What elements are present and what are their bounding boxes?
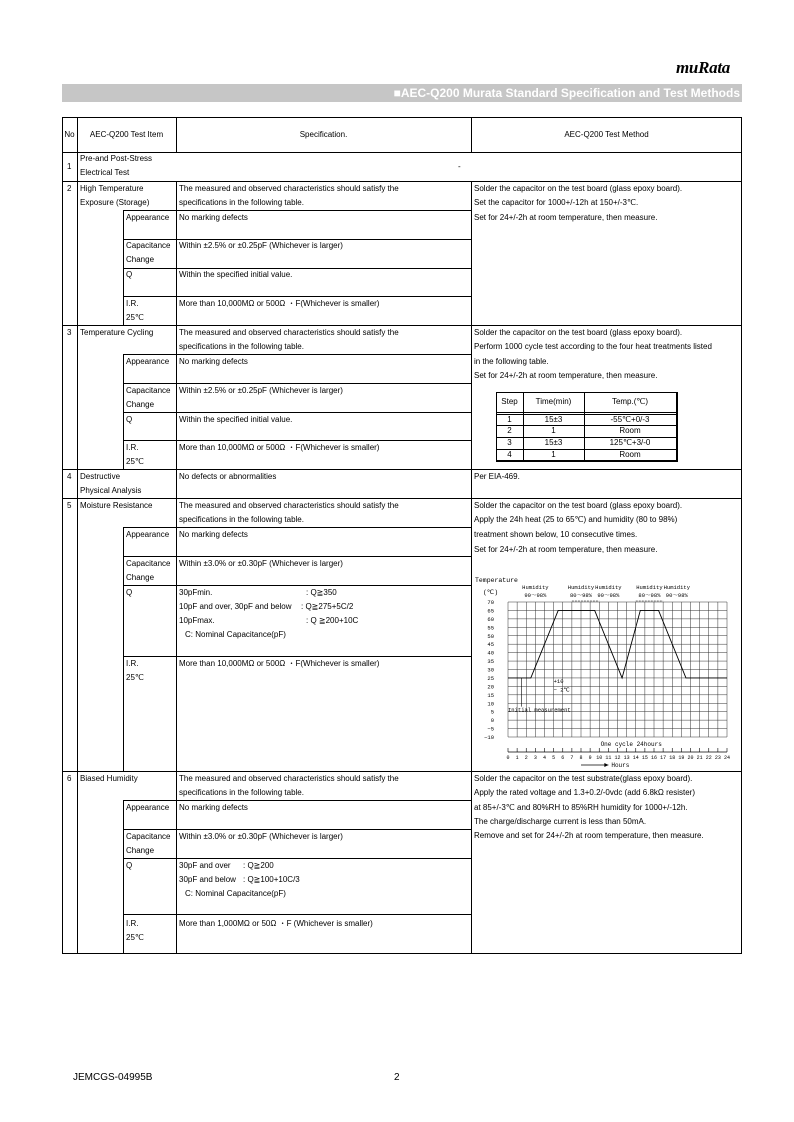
y-tick-label: 40 [487,649,494,657]
row3-cap-label1: Capacitance [126,386,171,395]
x-tick-label: 5 [552,755,556,761]
row5-q3a: 10pFmax. [179,616,215,625]
x-tick-label: 12 [614,755,621,761]
y-tick-label: 35 [487,658,494,666]
humidity-range: 80〜98% [569,592,593,599]
row2-intro-line2: specifications in the following table. [179,198,304,207]
row5-cap-label2: Change [126,573,155,582]
humidity-label: Humidity [595,584,622,591]
chart-title: Temperature [475,577,518,584]
y-tick-label: 30 [487,666,494,674]
step-row1-step: 1 [507,415,512,424]
row5-cap-label1: Capacitance [126,559,171,568]
row5-ir-label1: I.R. [126,659,139,668]
x-tick-label: 1 [515,755,519,761]
row5-ir: More than 10,000MΩ or 500Ω ・F(Whichever is smaller) [179,659,380,668]
x-tick-label: 10 [596,755,603,761]
row6-cap-label1: Capacitance [126,832,171,841]
y-tick-label: 65 [487,607,494,615]
y-tick-label: 25 [487,674,494,682]
x-tick-label: 7 [570,755,574,761]
row6-q2b: : Q≧100+10C/3 [243,875,300,884]
humidity-cycle-chart [472,570,741,771]
row3-intro-line1: The measured and observed characteristics should satisfy the [179,328,399,337]
step-row3-temp: 125℃+3/-0 [609,438,651,447]
row6-method5: Remove and set for 24+/-2h at room temperature, then measure. [474,831,704,840]
y-tick-label: 45 [487,641,494,649]
step-row2-step: 2 [507,426,512,435]
header-no: No [64,130,75,139]
y-tick-label: 15 [487,691,494,699]
row6-method4: The charge/discharge current is less than 50mA. [474,817,647,826]
row5-intro-line1: The measured and observed characteristics should satisfy the [179,501,399,510]
row4-method: Per EIA-469. [474,472,520,481]
x-tick-label: 18 [669,755,676,761]
row5-appearance: No marking defects [179,530,248,539]
chart-y-ticks [484,599,494,741]
step-row2-temp: Room [619,426,641,435]
row6-method1: Solder the capacitor on the test substrate(glass epoxy board). [474,774,693,783]
y-tick-label: 0 [490,717,494,725]
row5-item-line1: Moisture Resistance [80,501,153,510]
row3-ir-label1: I.R. [126,443,139,452]
row2-item-line2: Exposure (Storage) [80,198,150,207]
row5-intro-line2: specifications in the following table. [179,515,304,524]
x-tick-label: 2 [524,755,528,761]
row5-q2a: 10pF and over, 30pF and below [179,602,292,611]
humidity-range: 80〜98% [638,592,661,599]
x-tick-label: 14 [632,755,639,761]
y-tick-label: 5 [490,708,494,716]
row5-q1a: 30pFmin. [179,588,213,597]
row2-ir-label1: I.R. [126,299,139,308]
x-tick-label: 15 [641,755,648,761]
x-caption: One cycle 24hours [600,741,662,748]
row5-q2b: : Q≧275+5C/2 [301,602,354,611]
page-number: 2 [394,1072,400,1083]
row1-spec: - [458,162,461,171]
x-tick-label: 9 [588,755,592,761]
row6-q1b: : Q≧200 [243,861,274,870]
x-label: Hours [611,762,630,769]
row3-ir: More than 10,000MΩ or 500Ω ・F(Whichever is smaller) [179,443,380,452]
row2-appearance-label: Appearance [126,213,170,222]
step-row3-time: 15±3 [544,438,563,447]
x-tick-label: 16 [650,755,658,761]
row3-ir-label2: 25℃ [126,457,144,466]
chart-grid [508,602,727,737]
initial-measurement: Initial measurement [508,706,571,714]
row5-q4: C: Nominal Capacitance(pF) [185,630,286,639]
row5-q3b: : Q ≧200+10C [306,616,359,625]
document-code: JEMCGS-04995B [73,1072,153,1083]
row1-item-line1: Pre-and Post-Stress [80,154,153,163]
row4-spec: No defects or abnormalities [179,472,277,481]
header-specification: Specification. [299,130,348,139]
row2-appearance: No marking defects [179,213,248,222]
row6-q3: C: Nominal Capacitance(pF) [185,889,286,898]
row2-cap-label2: Change [126,255,155,264]
step-row4-temp: Room [619,450,641,459]
humidity-label: Humidity [636,584,663,591]
row6-cap: Within ±3.0% or ±0.30pF (Whichever is larger) [179,832,343,841]
row2-method3: Set for 24+/-2h at room temperature, then measure. [474,213,658,222]
humidity-label: Humidity [567,584,595,591]
row4-item-line2: Physical Analysis [80,486,142,495]
x-tick-label: 22 [705,755,712,761]
step-row4-time: 1 [551,450,556,459]
row6-method3: at 85+/-3℃ and 80%RH to 85%RH humidity for 1000+/-12h. [474,803,688,812]
row2-cap: Within ±2.5% or ±0.25pF (Whichever is larger) [179,241,343,250]
row6-q-label: Q [126,861,133,870]
humidity-range: 90〜98% [524,592,547,599]
row5-method1: Solder the capacitor on the test board (glass epoxy board). [474,501,683,510]
x-tick-label: 3 [533,755,537,761]
row2-method1: Solder the capacitor on the test board (glass epoxy board). [474,184,683,193]
tolerance-plus: +10 [553,678,564,685]
x-tick-label: 4 [542,755,547,761]
murata-logo: muRata [676,58,730,77]
x-tick-label: 0 [506,755,510,761]
row3-item-line1: Temperature Cycling [80,328,154,337]
row4-item-line1: Destructive [80,472,121,481]
y-tick-label: −10 [484,734,494,741]
row6-appearance: No marking defects [179,803,248,812]
row2-intro-line1: The measured and observed characteristics should satisfy the [179,184,399,193]
row5-method4: Set for 24+/-2h at room temperature, then measure. [474,545,658,554]
hours-arrow-head [604,763,608,767]
row6-q2a: 30pF and below [179,875,236,884]
x-tick-label: 19 [678,755,685,761]
document-title-banner: ■AEC-Q200 Murata Standard Specification and Test Methods [62,84,742,102]
humidity-range: 90〜98% [597,592,620,599]
row3-method1: Solder the capacitor on the test board (glass epoxy board). [474,328,683,337]
row3-cap-label2: Change [126,400,155,409]
row6-item-line1: Biased Humidity [80,774,138,783]
row5-appearance-label: Appearance [126,530,170,539]
row1-item-line2: Electrical Test [80,168,130,177]
row6-q1a: 30pF and over [179,861,231,870]
row2-q: Within the specified initial value. [179,270,293,279]
x-tick-label: 8 [579,755,583,761]
row5-ir-label2: 25℃ [126,673,144,682]
row2-ir: More than 10,000MΩ or 500Ω ・F(Whichever is smaller) [179,299,380,308]
x-tick-label: 13 [623,755,630,761]
row3-method3: in the following table. [474,357,549,366]
row5-q1b: : Q≧350 [306,588,337,597]
row3-no: 3 [67,328,72,337]
x-tick-label: 17 [660,755,667,761]
row6-appearance-label: Appearance [126,803,170,812]
step-row1-time: 15±3 [544,415,563,424]
row2-no: 2 [67,184,72,193]
row2-ir-label2: 25℃ [126,313,144,322]
y-tick-label: 60 [487,615,494,623]
x-tick-label: 20 [687,755,694,761]
row4-no: 4 [67,472,72,481]
step-row1-temp: -55℃+0/-3 [610,415,650,424]
row3-intro-line2: specifications in the following table. [179,342,304,351]
row6-ir: More than 1,000MΩ or 50Ω ・F (Whichever is smaller) [179,919,373,928]
row2-q-label: Q [126,270,133,279]
row6-no: 6 [67,774,72,783]
step-header-time: Time(min) [535,397,572,406]
step-header-temp: Temp.(℃) [611,397,649,406]
row6-ir-label2: 25℃ [126,933,144,942]
row2-method2: Set the capacitor for 1000+/-12h at 150+/-3℃. [474,198,639,207]
x-tick-label: 21 [696,755,703,761]
row6-method2: Apply the rated voltage and 1.3+0.2/-0vdc (add 6.8kΩ resister) [474,788,695,797]
row6-intro-line2: specifications in the following table. [179,788,304,797]
chart-x-ticks [506,741,730,769]
x-tick-label: 24 [723,755,731,761]
row6-intro-line1: The measured and observed characteristics should satisfy the [179,774,399,783]
x-tick-label: 6 [561,755,565,761]
row3-q: Within the specified initial value. [179,415,293,424]
row3-method4: Set for 24+/-2h at room temperature, then measure. [474,371,658,380]
y-tick-label: 70 [487,599,494,606]
row3-method2: Perform 1000 cycle test according to the four heat treatments listed [474,342,712,351]
step-row3-step: 3 [507,438,512,447]
row5-cap: Within ±3.0% or ±0.30pF (Whichever is larger) [179,559,343,568]
y-tick-label: 55 [487,624,494,632]
x-tick-label: 23 [714,755,721,761]
row6-ir-label1: I.R. [126,919,139,928]
row3-appearance: No marking defects [179,357,248,366]
row5-q-label: Q [126,588,133,597]
row6-cap-label2: Change [126,846,155,855]
header-test-item: AEC-Q200 Test Item [89,130,164,139]
step-header-step: Step [501,397,518,406]
row3-cap: Within ±2.5% or ±0.25pF (Whichever is larger) [179,386,343,395]
y-tick-label: 10 [487,700,494,708]
row2-item-line1: High Temperature [80,184,144,193]
y-tick-label: 50 [487,632,494,640]
header-test-method: AEC-Q200 Test Method [564,130,649,139]
step-row2-time: 1 [551,426,556,435]
tolerance-minus: − 2℃ [553,686,570,694]
humidity-range: 90〜98% [665,592,688,599]
humidity-label: Humidity [522,584,549,591]
row3-appearance-label: Appearance [126,357,170,366]
humidity-label: Humidity [663,584,691,591]
row2-cap-label1: Capacitance [126,241,171,250]
x-tick-label: 11 [605,755,612,761]
y-tick-label: −5 [487,725,494,733]
step-row4-step: 4 [507,450,512,459]
row5-method2: Apply the 24h heat (25 to 65℃) and humidity (80 to 98%) [474,515,678,524]
row5-no: 5 [67,501,72,510]
y-tick-label: 20 [487,683,494,691]
chart-ylabel: (℃) [483,589,499,596]
row1-no: 1 [67,162,72,171]
row3-q-label: Q [126,415,133,424]
row5-method3: treatment shown below, 10 consecutive times. [474,530,638,539]
